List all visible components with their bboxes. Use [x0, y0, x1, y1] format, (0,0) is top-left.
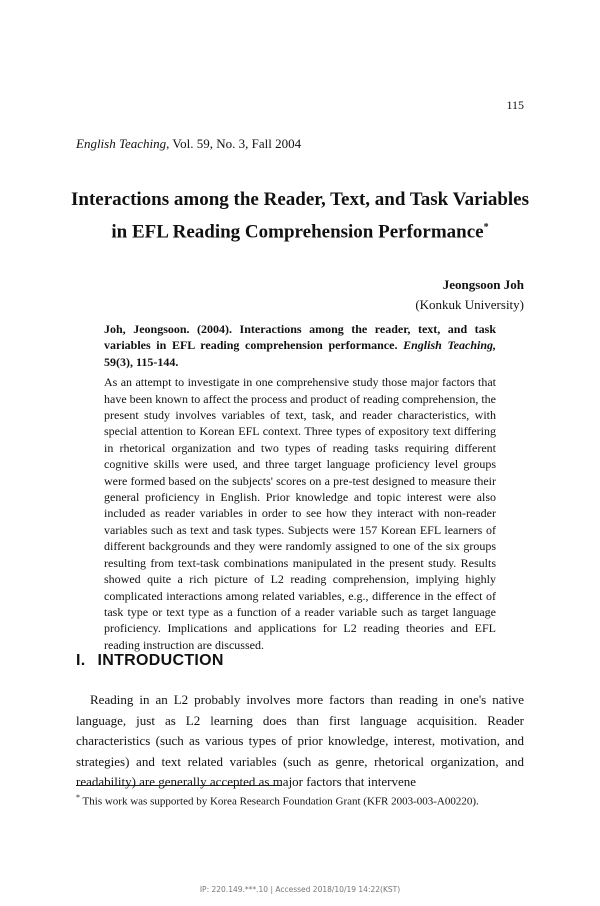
section-heading: [76, 652, 224, 670]
author-block: [415, 275, 524, 315]
journal-details: , Vol. 59, No. 3, Fall 2004: [166, 136, 302, 151]
author-affiliation: (Konkuk University): [415, 297, 524, 312]
title-line-2: in EFL Reading Comprehension Performance: [111, 221, 484, 243]
abstract: [104, 321, 496, 653]
abstract-citation: [104, 321, 496, 370]
citation-journal: English Teaching,: [403, 338, 497, 353]
footnote-text: This work was supported by Korea Research Foundation Grant (KFR 2003-003-A00220).: [80, 795, 479, 808]
section-title: INTRODUCTION: [97, 652, 224, 669]
footnote-divider: [76, 785, 281, 786]
citation-text: Joh, Jeongsoon. (2004). Interactions among the reader, text, and task variables in EFL reading comprehension performance.: [104, 322, 496, 353]
journal-name: English Teaching: [76, 136, 167, 151]
journal-header: [76, 136, 301, 152]
access-watermark: IP: 220.149.***.10 | Accessed 2018/10/19 14:22(KST): [199, 885, 401, 894]
citation-issue: 59(3), 115-144.: [104, 354, 179, 369]
section-number: I.: [76, 652, 86, 669]
paper-title: [40, 186, 560, 246]
title-line-2-wrap: [40, 214, 560, 246]
footnote-marker: *: [76, 793, 80, 802]
abstract-body: As an attempt to investigate in one comprehensive study those major factors that have been known to affect the process and product of reading comprehension, the present study involves variables of text, task, and reader characteristics, with special attention to Korean EFL context. Three types of expository text differing in rhetorical organization and two types of reading tasks requiring different cognitive skills were used, and three target language proficiency level groups were formed based on the subjects' scores on a pre-test designed to measure their general proficiency in English. Prior knowledge and topic interest were also included as reader variables in order to see how they interact with non-reader variables such as text and task types. Subjects were 157 Korean EFL learners of different backgrounds and they were randomly assigned to one of the six groups resulting from text-task combinations manipulated in the present study. Results showed quite a rich picture of L2 reading comprehension, implying highly complicated interactions among related variables, e.g., difference in the effect of task type or text type as a function of a reader variable such as target language proficiency. Implications and applications for L2 reading theories and EFL reading instruction are discussed.: [104, 375, 496, 652]
author-name: Jeongsoon Joh: [442, 277, 524, 292]
title-footnote-marker: *: [483, 222, 489, 233]
footnote: [76, 793, 524, 808]
intro-paragraph: Reading in an L2 probably involves more factors than reading in one's native language, just as L2 learning does than first language acquisition. Reader characteristics (such as various types of prior knowledge, interest, motivation, and strategies) and text related variables (such as genre, rhetorical organization, and readability) are generally accepted as major factors that intervene: [76, 692, 524, 789]
title-line-1: Interactions among the Reader, Text, and Task Variables: [70, 189, 529, 210]
page-number: 115: [506, 98, 524, 112]
